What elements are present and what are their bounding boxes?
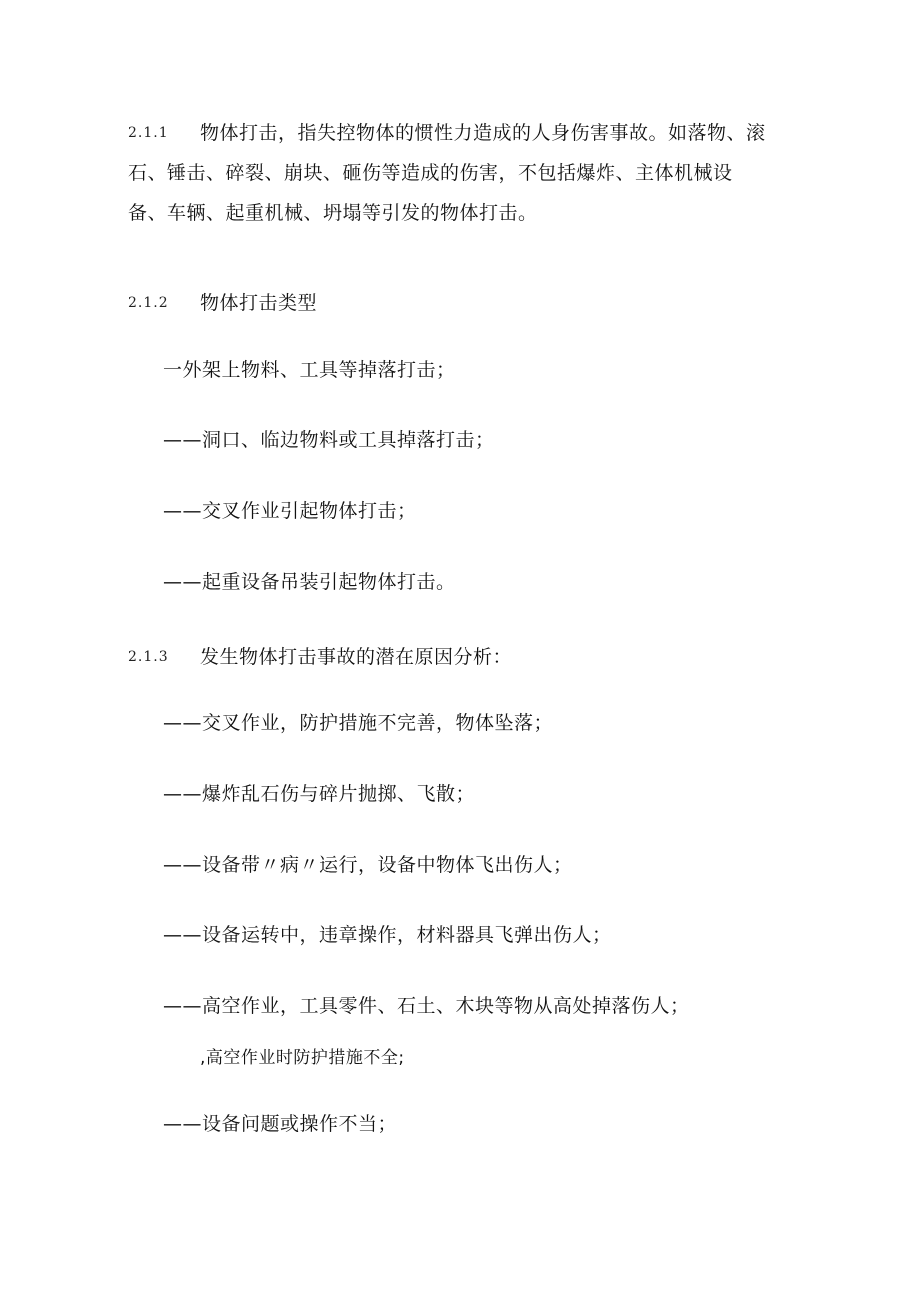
- list-item: ——设备运转中，违章操作，材料器具飞弹出伤人；: [163, 924, 612, 946]
- list-item: ——交叉作业引起物体打击；: [163, 500, 417, 522]
- list-item: ——交叉作业，防护措施不完善，物体坠落；: [163, 712, 554, 734]
- section-2-1-2: [128, 283, 788, 323]
- section-number: 2.1.2: [128, 295, 169, 311]
- section-heading: 发生物体打击事故的潜在原因分析：: [200, 646, 513, 668]
- section-number: 2.1.3: [128, 649, 169, 665]
- note-line: ,高空作业时防护措施不全;: [200, 1048, 405, 1068]
- list-item: ——设备带〃病〃运行，设备中物体飞出伤人；: [163, 854, 573, 876]
- section-heading: 物体打击类型: [200, 292, 318, 314]
- paragraph-line: 物体打击，指失控物体的惯性力造成的人身伤害事故。如落物、滚: [200, 122, 766, 144]
- section-2-1-3: [128, 637, 788, 677]
- section-number: 2.1.1: [128, 125, 169, 141]
- list-item: ——洞口、临边物料或工具掉落打击；: [163, 429, 495, 451]
- list-item: ——爆炸乱石伤与碎片抛掷、飞散；: [163, 783, 476, 805]
- list-item: ——高空作业，工具零件、石土、木块等物从高处掉落伤人；: [163, 995, 690, 1017]
- section-paragraph: [128, 113, 788, 233]
- paragraph-line: 备、车辆、起重机械、坍塌等引发的物体打击。: [128, 202, 538, 224]
- list-item: ——设备问题或操作不当；: [163, 1113, 398, 1135]
- list-item: ——起重设备吊装引起物体打击。: [163, 571, 456, 593]
- list-item: 一外架上物料、工具等掉落打击；: [163, 359, 456, 381]
- section-2-1-1: [128, 113, 788, 233]
- paragraph-line: 石、锤击、碎裂、崩块、砸伤等造成的伤害，不包括爆炸、主体机械设: [128, 162, 733, 184]
